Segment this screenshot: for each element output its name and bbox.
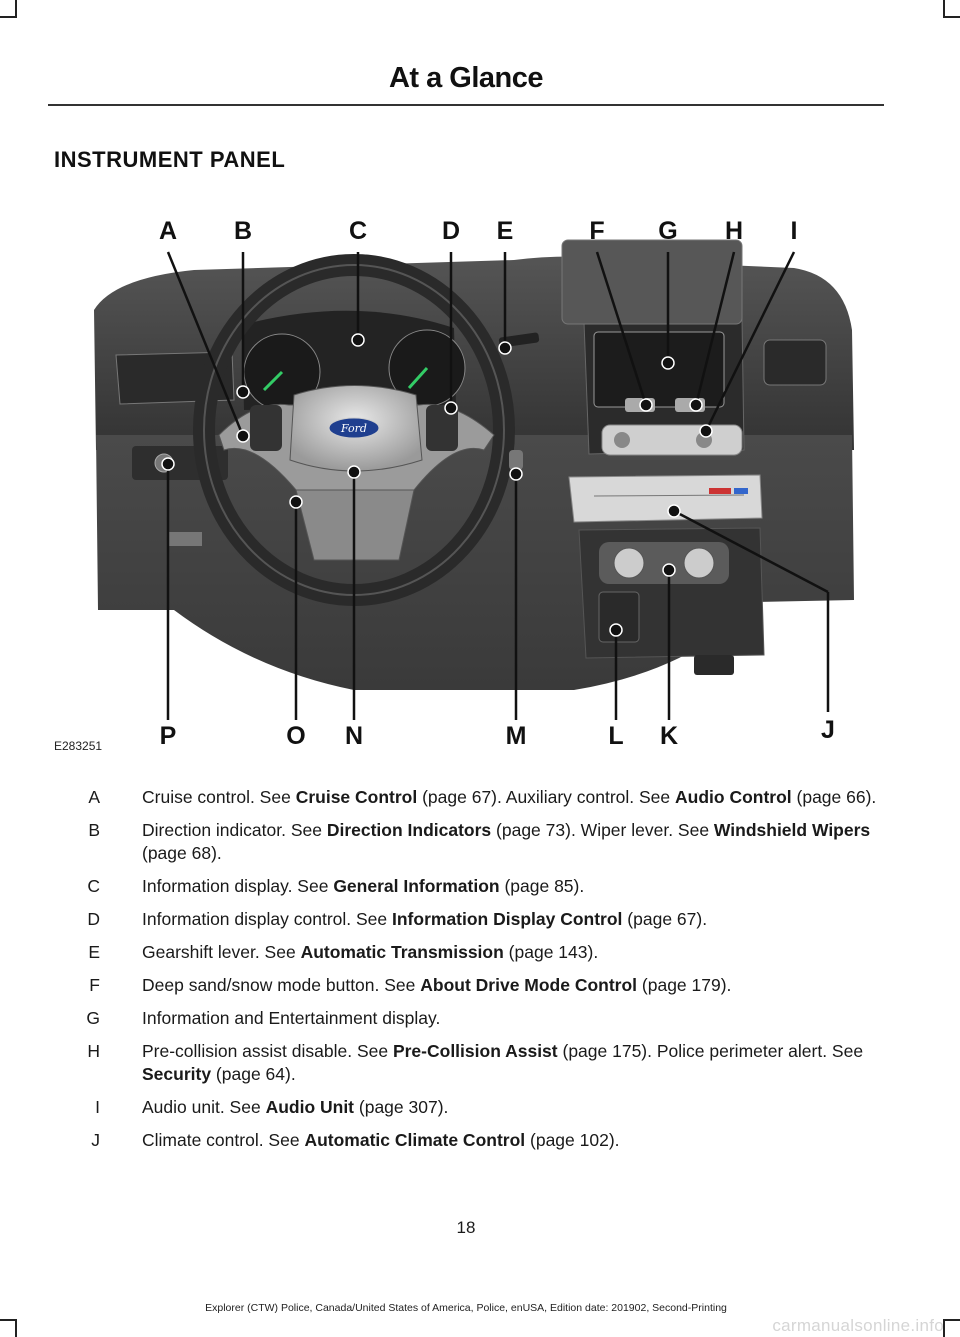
cross-reference: Direction Indicators xyxy=(326,820,492,840)
description-key: D xyxy=(87,909,100,929)
description-text: Information display. See General Information (page 85). xyxy=(142,876,585,896)
callout-letter: P xyxy=(159,722,177,750)
crop-mark xyxy=(0,1319,17,1321)
description-text: Audio unit. See Audio Unit (page 307). xyxy=(142,1097,449,1117)
callout-letter: E xyxy=(496,217,514,245)
cross-reference: Windshield Wipers xyxy=(713,820,871,840)
description-item xyxy=(54,1096,884,1119)
crop-mark xyxy=(0,16,17,18)
cross-reference: Automatic Climate Control xyxy=(304,1130,526,1150)
description-item xyxy=(54,974,884,997)
description-item xyxy=(54,941,884,964)
description-list xyxy=(54,786,884,1162)
description-text: Information display control. See Information Display Control (page 67). xyxy=(142,909,708,929)
instrument-panel-figure xyxy=(54,200,884,760)
cross-reference: About Drive Mode Control xyxy=(420,975,638,995)
description-text: Cruise control. See Cruise Control (page 67). Auxiliary control. See Audio Control (page 66). xyxy=(142,787,877,807)
page-footer: Explorer (CTW) Police, Canada/United States of America, Police, enUSA, Edition date: 201902, Second-Printing xyxy=(205,1302,727,1314)
callout-letter: N xyxy=(344,722,364,750)
cross-reference: Security xyxy=(142,1064,212,1084)
cross-reference: Audio Control xyxy=(675,787,792,807)
cross-reference: Automatic Transmission xyxy=(300,942,504,962)
crop-mark xyxy=(15,1319,17,1337)
callout-letter: L xyxy=(608,722,624,750)
description-key: J xyxy=(91,1130,100,1150)
figure-id: E283251 xyxy=(54,739,103,753)
cross-reference: Pre-Collision Assist xyxy=(392,1041,558,1061)
description-item xyxy=(54,875,884,898)
header-divider xyxy=(48,104,884,106)
description-text: Pre-collision assist disable. See Pre-Collision Assist (page 175). Police perimeter alert. See Security (page 64). xyxy=(142,1041,864,1084)
description-key: H xyxy=(87,1041,100,1061)
callout-letter: A xyxy=(158,217,178,245)
callout-letter: G xyxy=(658,217,678,245)
description-key: F xyxy=(89,975,100,995)
description-item xyxy=(54,1040,884,1086)
callout-letter: B xyxy=(233,217,253,245)
callout-letter: H xyxy=(724,217,744,245)
crop-mark xyxy=(943,16,960,18)
cross-reference: Audio Unit xyxy=(265,1097,355,1117)
description-key: E xyxy=(88,942,100,962)
crop-mark xyxy=(943,1319,960,1321)
callout-letter: I xyxy=(790,217,798,245)
description-text: Direction indicator. See Direction Indicators (page 73). Wiper lever. See Windshield Wipers (page 68). xyxy=(142,820,871,863)
callout-letter: O xyxy=(286,722,306,750)
description-key: C xyxy=(87,876,100,896)
callout-letter: J xyxy=(821,716,835,744)
page-number: 18 xyxy=(456,1218,476,1237)
instrument-panel-illustration xyxy=(54,200,884,760)
description-item xyxy=(54,1007,884,1030)
description-text: Deep sand/snow mode button. See About Drive Mode Control (page 179). xyxy=(142,975,732,995)
callout-letter: K xyxy=(659,722,679,750)
section-heading: INSTRUMENT PANEL xyxy=(54,147,286,172)
cross-reference: General Information xyxy=(333,876,500,896)
callout-letter: M xyxy=(505,722,527,750)
watermark: carmanualsonline.info xyxy=(772,1316,944,1335)
callout-letter: D xyxy=(441,217,461,245)
callout-letter: C xyxy=(348,217,368,245)
description-text: Information and Entertainment display. xyxy=(142,1008,441,1028)
description-item xyxy=(54,908,884,931)
description-key: B xyxy=(88,820,100,840)
description-text: Gearshift lever. See Automatic Transmission (page 143). xyxy=(142,942,599,962)
description-text: Climate control. See Automatic Climate Control (page 102). xyxy=(142,1130,620,1150)
callout-letter: F xyxy=(589,217,605,245)
description-item xyxy=(54,819,884,865)
cross-reference: Information Display Control xyxy=(392,909,623,929)
description-key: I xyxy=(95,1097,100,1117)
description-key: G xyxy=(86,1008,100,1028)
page-header-title: At a Glance xyxy=(388,62,544,94)
description-item xyxy=(54,786,884,809)
description-item xyxy=(54,1129,884,1152)
description-key: A xyxy=(88,787,100,807)
ford-logo-text: Ford xyxy=(341,422,367,435)
cross-reference: Cruise Control xyxy=(295,787,418,807)
